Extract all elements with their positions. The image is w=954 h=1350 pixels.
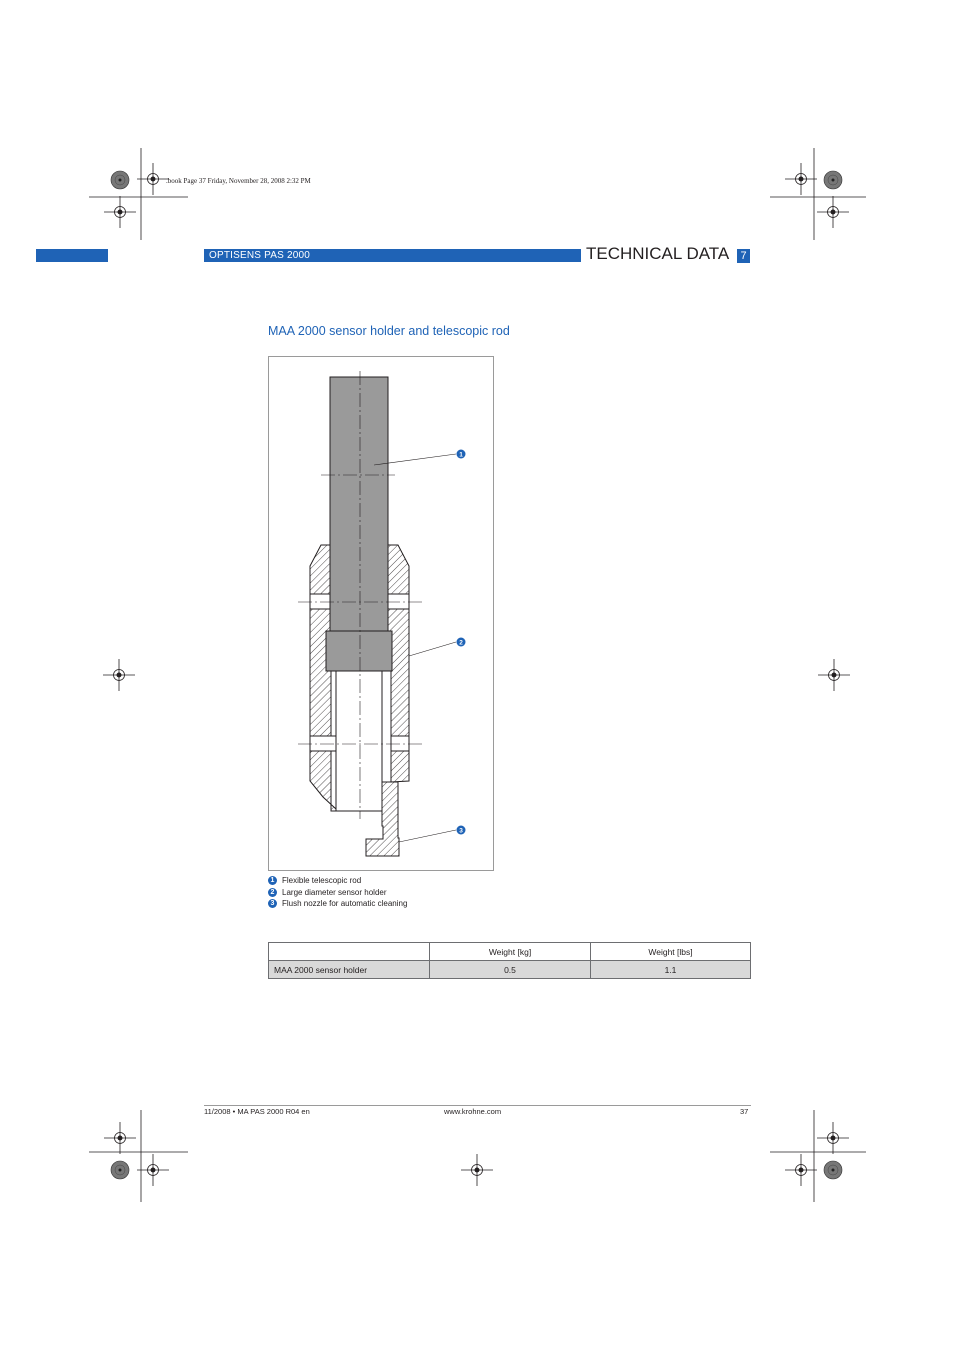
registration-cross xyxy=(785,163,817,195)
drawing-svg xyxy=(269,357,495,872)
weight-table xyxy=(268,942,751,979)
color-wheel-mark xyxy=(111,1161,129,1179)
legend-number: 2 xyxy=(268,888,277,897)
table-header-cell: Weight [kg] xyxy=(430,943,591,961)
legend-text: Flexible telescopic rod xyxy=(282,876,362,886)
legend-item xyxy=(268,887,407,899)
table-cell: 1.1 xyxy=(591,961,751,979)
legend-item xyxy=(268,875,407,887)
product-name: OPTISENS PAS 2000 xyxy=(209,250,311,261)
legend-item xyxy=(268,898,407,910)
footer-divider xyxy=(204,1105,751,1106)
page-number: 37 xyxy=(740,1107,749,1116)
svg-text:1: 1 xyxy=(459,451,463,459)
registration-cross xyxy=(461,1154,493,1186)
footer-doc-id: 11/2008 • MA PAS 2000 R04 en xyxy=(204,1107,310,1116)
sensor-bore xyxy=(336,671,382,811)
registration-cross xyxy=(104,196,136,228)
callout-3 xyxy=(457,826,466,835)
color-wheel-mark xyxy=(111,171,129,189)
figure-heading: MAA 2000 sensor holder and telescopic rod xyxy=(268,324,510,338)
legend-number: 1 xyxy=(268,876,277,885)
color-wheel-mark xyxy=(824,1161,842,1179)
svg-text:2: 2 xyxy=(459,639,463,647)
technical-drawing xyxy=(268,356,494,871)
table-header-cell xyxy=(269,943,430,961)
flush-channel xyxy=(382,671,391,782)
table-header-row xyxy=(269,943,751,961)
legend-text: Large diameter sensor holder xyxy=(282,887,387,897)
registration-cross xyxy=(818,659,850,691)
print-info: .book Page 37 Friday, November 28, 2008 2:32 PM xyxy=(166,177,311,185)
table-header-cell: Weight [lbs] xyxy=(591,943,751,961)
svg-text:3: 3 xyxy=(459,827,463,835)
registration-cross xyxy=(103,659,135,691)
legend-number: 3 xyxy=(268,899,277,908)
rod-collar xyxy=(326,631,392,671)
footer-website: www.krohne.com xyxy=(444,1107,502,1116)
bolt-hole xyxy=(310,736,336,751)
callout-2 xyxy=(457,638,466,647)
leader-line xyxy=(399,830,456,842)
header-bar xyxy=(204,249,581,262)
leader-line xyxy=(409,642,456,656)
registration-cross xyxy=(137,163,169,195)
bolt-hole xyxy=(388,594,409,609)
telescopic-rod xyxy=(330,377,388,631)
table-row xyxy=(269,961,751,979)
table-cell: MAA 2000 sensor holder xyxy=(269,961,430,979)
callout-1 xyxy=(457,450,466,459)
figure-legend xyxy=(268,875,407,910)
bolt-hole xyxy=(391,736,409,751)
registration-cross xyxy=(785,1154,817,1186)
chapter-badge: 7 xyxy=(737,249,750,263)
bolt-hole xyxy=(310,594,331,609)
legend-text: Flush nozzle for automatic cleaning xyxy=(282,899,408,909)
registration-cross xyxy=(104,1122,136,1154)
color-wheel-mark xyxy=(824,171,842,189)
header-accent-bar xyxy=(36,249,108,262)
section-title: TECHNICAL DATA xyxy=(586,244,730,263)
registration-cross xyxy=(817,196,849,228)
registration-cross xyxy=(817,1122,849,1154)
table-cell: 0.5 xyxy=(430,961,591,979)
registration-cross xyxy=(137,1154,169,1186)
